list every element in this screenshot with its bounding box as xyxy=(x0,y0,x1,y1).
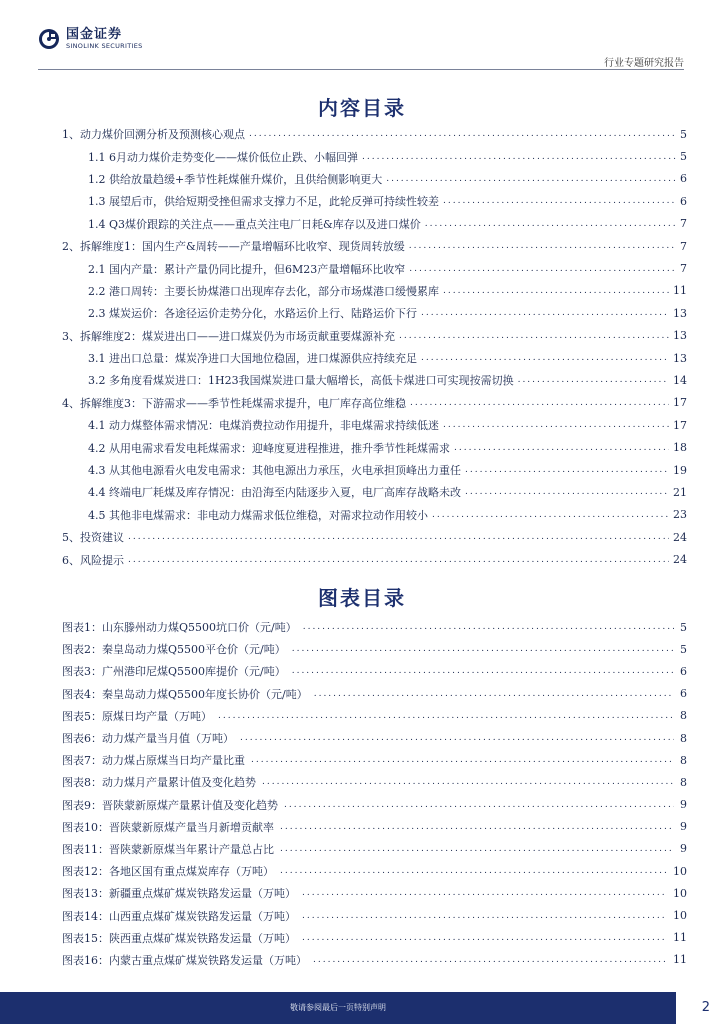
toc-entry-text: 1.2 供给放量趋缓+季节性耗煤催升煤价，且供给侧影响更大 xyxy=(88,172,383,186)
toc-entry-page: 24 xyxy=(673,530,687,544)
toc-entry-page: 7 xyxy=(680,239,687,253)
figure-entry-label: 图表3： xyxy=(62,665,102,679)
figure-entry-text: 秦皇岛动力煤Q5500年度长协价（元/吨） xyxy=(102,687,308,701)
figure-entry-text: 晋陕蒙新原煤产量当月新增贡献率 xyxy=(109,820,274,834)
figure-entry-label: 图表15： xyxy=(62,931,109,945)
figure-leader-dots xyxy=(218,711,674,721)
toc-entry[interactable] xyxy=(62,325,687,347)
logo-chinese-name: 国金证券 xyxy=(66,27,123,43)
figure-leader-dots xyxy=(280,822,674,832)
toc-title: 内容目录 xyxy=(318,96,406,120)
toc-entry[interactable] xyxy=(62,190,687,212)
toc-entry-text: 1.4 Q3煤价跟踪的关注点——重点关注电厂日耗&库存以及进口煤价 xyxy=(88,217,421,231)
figure-entry[interactable] xyxy=(62,727,687,749)
toc-entry-text: 3、拆解维度2：煤炭进出口——进口煤炭仍为市场贡献重要煤源补充 xyxy=(62,329,395,343)
figure-entry-page: 10 xyxy=(673,909,687,923)
toc-entry-page: 6 xyxy=(680,172,687,186)
toc-entry[interactable] xyxy=(62,213,687,235)
sinolink-logo-icon xyxy=(38,28,60,50)
toc-entry[interactable] xyxy=(62,257,687,279)
figure-entry-page: 8 xyxy=(680,731,687,745)
figure-leader-dots xyxy=(314,689,674,699)
figure-entry[interactable] xyxy=(62,927,687,949)
toc-entry-text: 4.5 其他非电煤需求：非电动力煤需求低位维稳，对需求拉动作用较小 xyxy=(88,508,428,522)
toc-entry-page: 14 xyxy=(673,373,687,387)
figure-entry-label: 图表16： xyxy=(62,953,109,967)
figure-entry-page: 8 xyxy=(680,775,687,789)
figure-entry[interactable] xyxy=(62,683,687,705)
toc-entry-text: 6、风险提示 xyxy=(62,553,124,567)
toc-leader-dots xyxy=(443,196,676,206)
figure-leader-dots xyxy=(313,955,667,965)
page-number: 2 xyxy=(701,1000,710,1015)
figure-entry[interactable] xyxy=(62,638,687,660)
figure-entry[interactable] xyxy=(62,660,687,682)
figure-entry[interactable] xyxy=(62,904,687,926)
figure-leader-dots xyxy=(240,733,674,743)
toc-entry[interactable] xyxy=(62,168,687,190)
figure-entry[interactable] xyxy=(62,749,687,771)
toc-leader-dots xyxy=(409,264,676,274)
toc-entry-page: 11 xyxy=(673,284,687,298)
figures-list xyxy=(62,616,687,971)
figure-leader-dots xyxy=(262,777,674,787)
figure-leader-dots xyxy=(302,888,667,898)
header-divider xyxy=(38,69,684,70)
toc-leader-dots xyxy=(443,420,669,430)
figure-leader-dots xyxy=(284,800,674,810)
figure-leader-dots xyxy=(302,933,667,943)
toc-entry-page: 13 xyxy=(673,351,687,365)
toc-leader-dots xyxy=(409,241,676,251)
toc-leader-dots xyxy=(465,465,669,475)
toc-leader-dots xyxy=(421,308,669,318)
figure-entry-text: 晋陕蒙新原煤产量累计值及变化趋势 xyxy=(102,798,278,812)
figure-leader-dots xyxy=(280,866,667,876)
page-header xyxy=(0,0,724,72)
toc-entry-page: 19 xyxy=(673,463,687,477)
figure-entry-page: 9 xyxy=(680,798,687,812)
figure-entry-page: 6 xyxy=(680,664,687,678)
toc-entry[interactable] xyxy=(62,548,687,570)
figure-entry-text: 内蒙古重点煤矿煤炭铁路发运量（万吨） xyxy=(109,953,307,967)
toc-entry-page: 24 xyxy=(673,553,687,567)
figure-entry-label: 图表9： xyxy=(62,798,102,812)
toc-entry[interactable] xyxy=(62,145,687,167)
figure-entry-page: 5 xyxy=(680,642,687,656)
toc-entry[interactable] xyxy=(62,347,687,369)
toc-entry-page: 7 xyxy=(680,217,687,231)
toc-entry[interactable] xyxy=(62,392,687,414)
logo-english-name: SINOLINK SECURITIES xyxy=(66,42,143,51)
toc-entry[interactable] xyxy=(62,123,687,145)
figure-entry-label: 图表2： xyxy=(62,643,102,657)
figure-entry-label: 图表11： xyxy=(62,842,109,856)
figure-entry-text: 陕西重点煤矿煤炭铁路发运量（万吨） xyxy=(109,931,296,945)
figure-entry-page: 6 xyxy=(680,687,687,701)
toc-entry-text: 2.3 煤炭运价：各途径运价走势分化，水路运价上行、陆路运价下行 xyxy=(88,307,417,321)
figure-entry-label: 图表5： xyxy=(62,709,102,723)
figure-entry-text: 晋陕蒙新原煤当年累计产量总占比 xyxy=(109,842,274,856)
toc-entry-page: 7 xyxy=(680,262,687,276)
toc-entry-page: 13 xyxy=(673,306,687,320)
toc-entry-text: 2、拆解维度1：国内生产&周转——产量增幅环比收窄、现货周转放缓 xyxy=(62,240,405,254)
figure-entry-text: 动力煤月产量累计值及变化趋势 xyxy=(102,776,256,790)
figure-entry-label: 图表12： xyxy=(62,865,109,879)
figure-entry-label: 图表10： xyxy=(62,820,109,834)
figure-entry[interactable] xyxy=(62,882,687,904)
figure-entry[interactable] xyxy=(62,705,687,727)
figure-entry-page: 5 xyxy=(680,620,687,634)
figure-entry-label: 图表1： xyxy=(62,621,102,635)
toc-list xyxy=(62,123,687,571)
figure-entry[interactable] xyxy=(62,838,687,860)
toc-entry[interactable] xyxy=(62,459,687,481)
figure-entry-page: 11 xyxy=(673,931,687,945)
figure-entry-page: 9 xyxy=(680,842,687,856)
figure-entry[interactable] xyxy=(62,949,687,971)
toc-entry-text: 3.2 多角度看煤炭进口：1H23我国煤炭进口量大幅增长，高低卡煤进口可实现按需切换 xyxy=(88,374,514,388)
figure-entry-label: 图表8： xyxy=(62,776,102,790)
figure-entry-page: 8 xyxy=(680,709,687,723)
figure-leader-dots xyxy=(292,644,674,654)
toc-leader-dots xyxy=(421,353,669,363)
toc-entry-text: 4.1 动力煤整体需求情况：电煤消费拉动作用提升，非电煤需求持续低迷 xyxy=(88,419,439,433)
toc-leader-dots xyxy=(454,443,669,453)
toc-entry-page: 23 xyxy=(673,508,687,522)
figure-leader-dots xyxy=(280,844,674,854)
toc-leader-dots xyxy=(249,129,676,139)
toc-entry[interactable] xyxy=(62,436,687,458)
toc-entry-text: 4.4 终端电厂耗煤及库存情况：由沿海至内陆逐步入夏，电厂高库存战略未改 xyxy=(88,486,461,500)
figure-entry-label: 图表4： xyxy=(62,687,102,701)
toc-entry-page: 17 xyxy=(673,396,687,410)
toc-entry-text: 4.3 从其他电源看火电发电需求：其他电源出力承压，火电承担顶峰出力重任 xyxy=(88,464,461,478)
toc-entry-text: 2.2 港口周转：主要长协煤港口出现库存去化，部分市场煤港口缓慢累库 xyxy=(88,284,439,298)
toc-leader-dots xyxy=(386,174,676,184)
toc-leader-dots xyxy=(425,219,676,229)
toc-leader-dots xyxy=(128,555,669,565)
figure-leader-dots xyxy=(303,622,674,632)
toc-entry-text: 2.1 国内产量：累计产量仍同比提升，但6M23产量增幅环比收窄 xyxy=(88,262,406,276)
toc-leader-dots xyxy=(410,398,669,408)
figure-entry-text: 广州港印尼煤Q5500库提价（元/吨） xyxy=(102,665,286,679)
figure-entry-label: 图表13： xyxy=(62,887,109,901)
figure-entry-page: 10 xyxy=(673,886,687,900)
page-footer xyxy=(0,992,724,1024)
figure-entry-text: 山东滕州动力煤Q5500坑口价（元/吨） xyxy=(102,621,297,635)
figure-leader-dots xyxy=(251,755,674,765)
toc-entry[interactable] xyxy=(62,414,687,436)
toc-entry-page: 17 xyxy=(673,418,687,432)
toc-entry-text: 1.1 6月动力煤价走势变化——煤价低位止跌、小幅回弹 xyxy=(88,150,358,164)
figure-entry[interactable] xyxy=(62,816,687,838)
report-type-label: 行业专题研究报告 xyxy=(604,58,684,69)
footer-disclaimer: 敬请参阅最后一页特别声明 xyxy=(290,1003,386,1012)
figures-title: 图表目录 xyxy=(318,586,406,610)
toc-entry[interactable] xyxy=(62,369,687,391)
toc-entry-text: 1.3 展望后市，供给短期受挫但需求支撑力不足，此轮反弹可持续性较差 xyxy=(88,195,439,209)
toc-leader-dots xyxy=(128,532,669,542)
toc-entry[interactable] xyxy=(62,280,687,302)
figure-entry-text: 秦皇岛动力煤Q5500平仓价（元/吨） xyxy=(102,643,286,657)
toc-entry-text: 5、投资建议 xyxy=(62,531,124,545)
figure-leader-dots xyxy=(302,911,667,921)
toc-entry[interactable] xyxy=(62,235,687,257)
toc-leader-dots xyxy=(399,331,669,341)
toc-entry-text: 1、动力煤价回溯分析及预测核心观点 xyxy=(62,128,245,142)
toc-entry[interactable] xyxy=(62,504,687,526)
toc-leader-dots xyxy=(362,152,676,162)
figure-entry-text: 动力煤占原煤当日均产量比重 xyxy=(102,754,245,768)
toc-leader-dots xyxy=(465,487,669,497)
figure-entry-text: 新疆重点煤矿煤炭铁路发运量（万吨） xyxy=(109,887,296,901)
figure-entry-page: 10 xyxy=(673,864,687,878)
toc-entry-page: 5 xyxy=(680,127,687,141)
toc-leader-dots xyxy=(518,375,669,385)
figure-entry-text: 动力煤产量当月值（万吨） xyxy=(102,732,234,746)
toc-entry-text: 4、拆解维度3：下游需求——季节性耗煤需求提升，电厂库存高位维稳 xyxy=(62,396,406,410)
figure-entry[interactable] xyxy=(62,771,687,793)
toc-entry-page: 5 xyxy=(680,150,687,164)
toc-entry-page: 6 xyxy=(680,194,687,208)
toc-entry-text: 4.2 从用电需求看发电耗煤需求：迎峰度夏进程推进，推升季节性耗煤需求 xyxy=(88,441,450,455)
figure-entry-page: 9 xyxy=(680,820,687,834)
toc-entry-page: 18 xyxy=(673,441,687,455)
figure-entry[interactable] xyxy=(62,860,687,882)
toc-leader-dots xyxy=(432,510,669,520)
toc-entry-page: 21 xyxy=(673,485,687,499)
toc-leader-dots xyxy=(443,286,669,296)
toc-entry[interactable] xyxy=(62,481,687,503)
figure-entry-page: 8 xyxy=(680,753,687,767)
toc-entry[interactable] xyxy=(62,526,687,548)
figure-entry-label: 图表7： xyxy=(62,754,102,768)
figure-entry-label: 图表6： xyxy=(62,732,102,746)
figure-entry-page: 11 xyxy=(673,953,687,967)
figure-entry[interactable] xyxy=(62,616,687,638)
toc-entry-page: 13 xyxy=(673,329,687,343)
figure-entry-text: 各地区国有重点煤炭库存（万吨） xyxy=(109,865,274,879)
figure-entry-label: 图表14： xyxy=(62,909,109,923)
company-logo xyxy=(38,28,143,50)
figure-leader-dots xyxy=(292,666,674,676)
figure-entry[interactable] xyxy=(62,794,687,816)
toc-entry[interactable] xyxy=(62,302,687,324)
figure-entry-text: 山西重点煤矿煤炭铁路发运量（万吨） xyxy=(109,909,296,923)
toc-entry-text: 3.1 进出口总量：煤炭净进口大国地位稳固，进口煤源供应持续充足 xyxy=(88,352,417,366)
figure-entry-text: 原煤日均产量（万吨） xyxy=(102,709,212,723)
